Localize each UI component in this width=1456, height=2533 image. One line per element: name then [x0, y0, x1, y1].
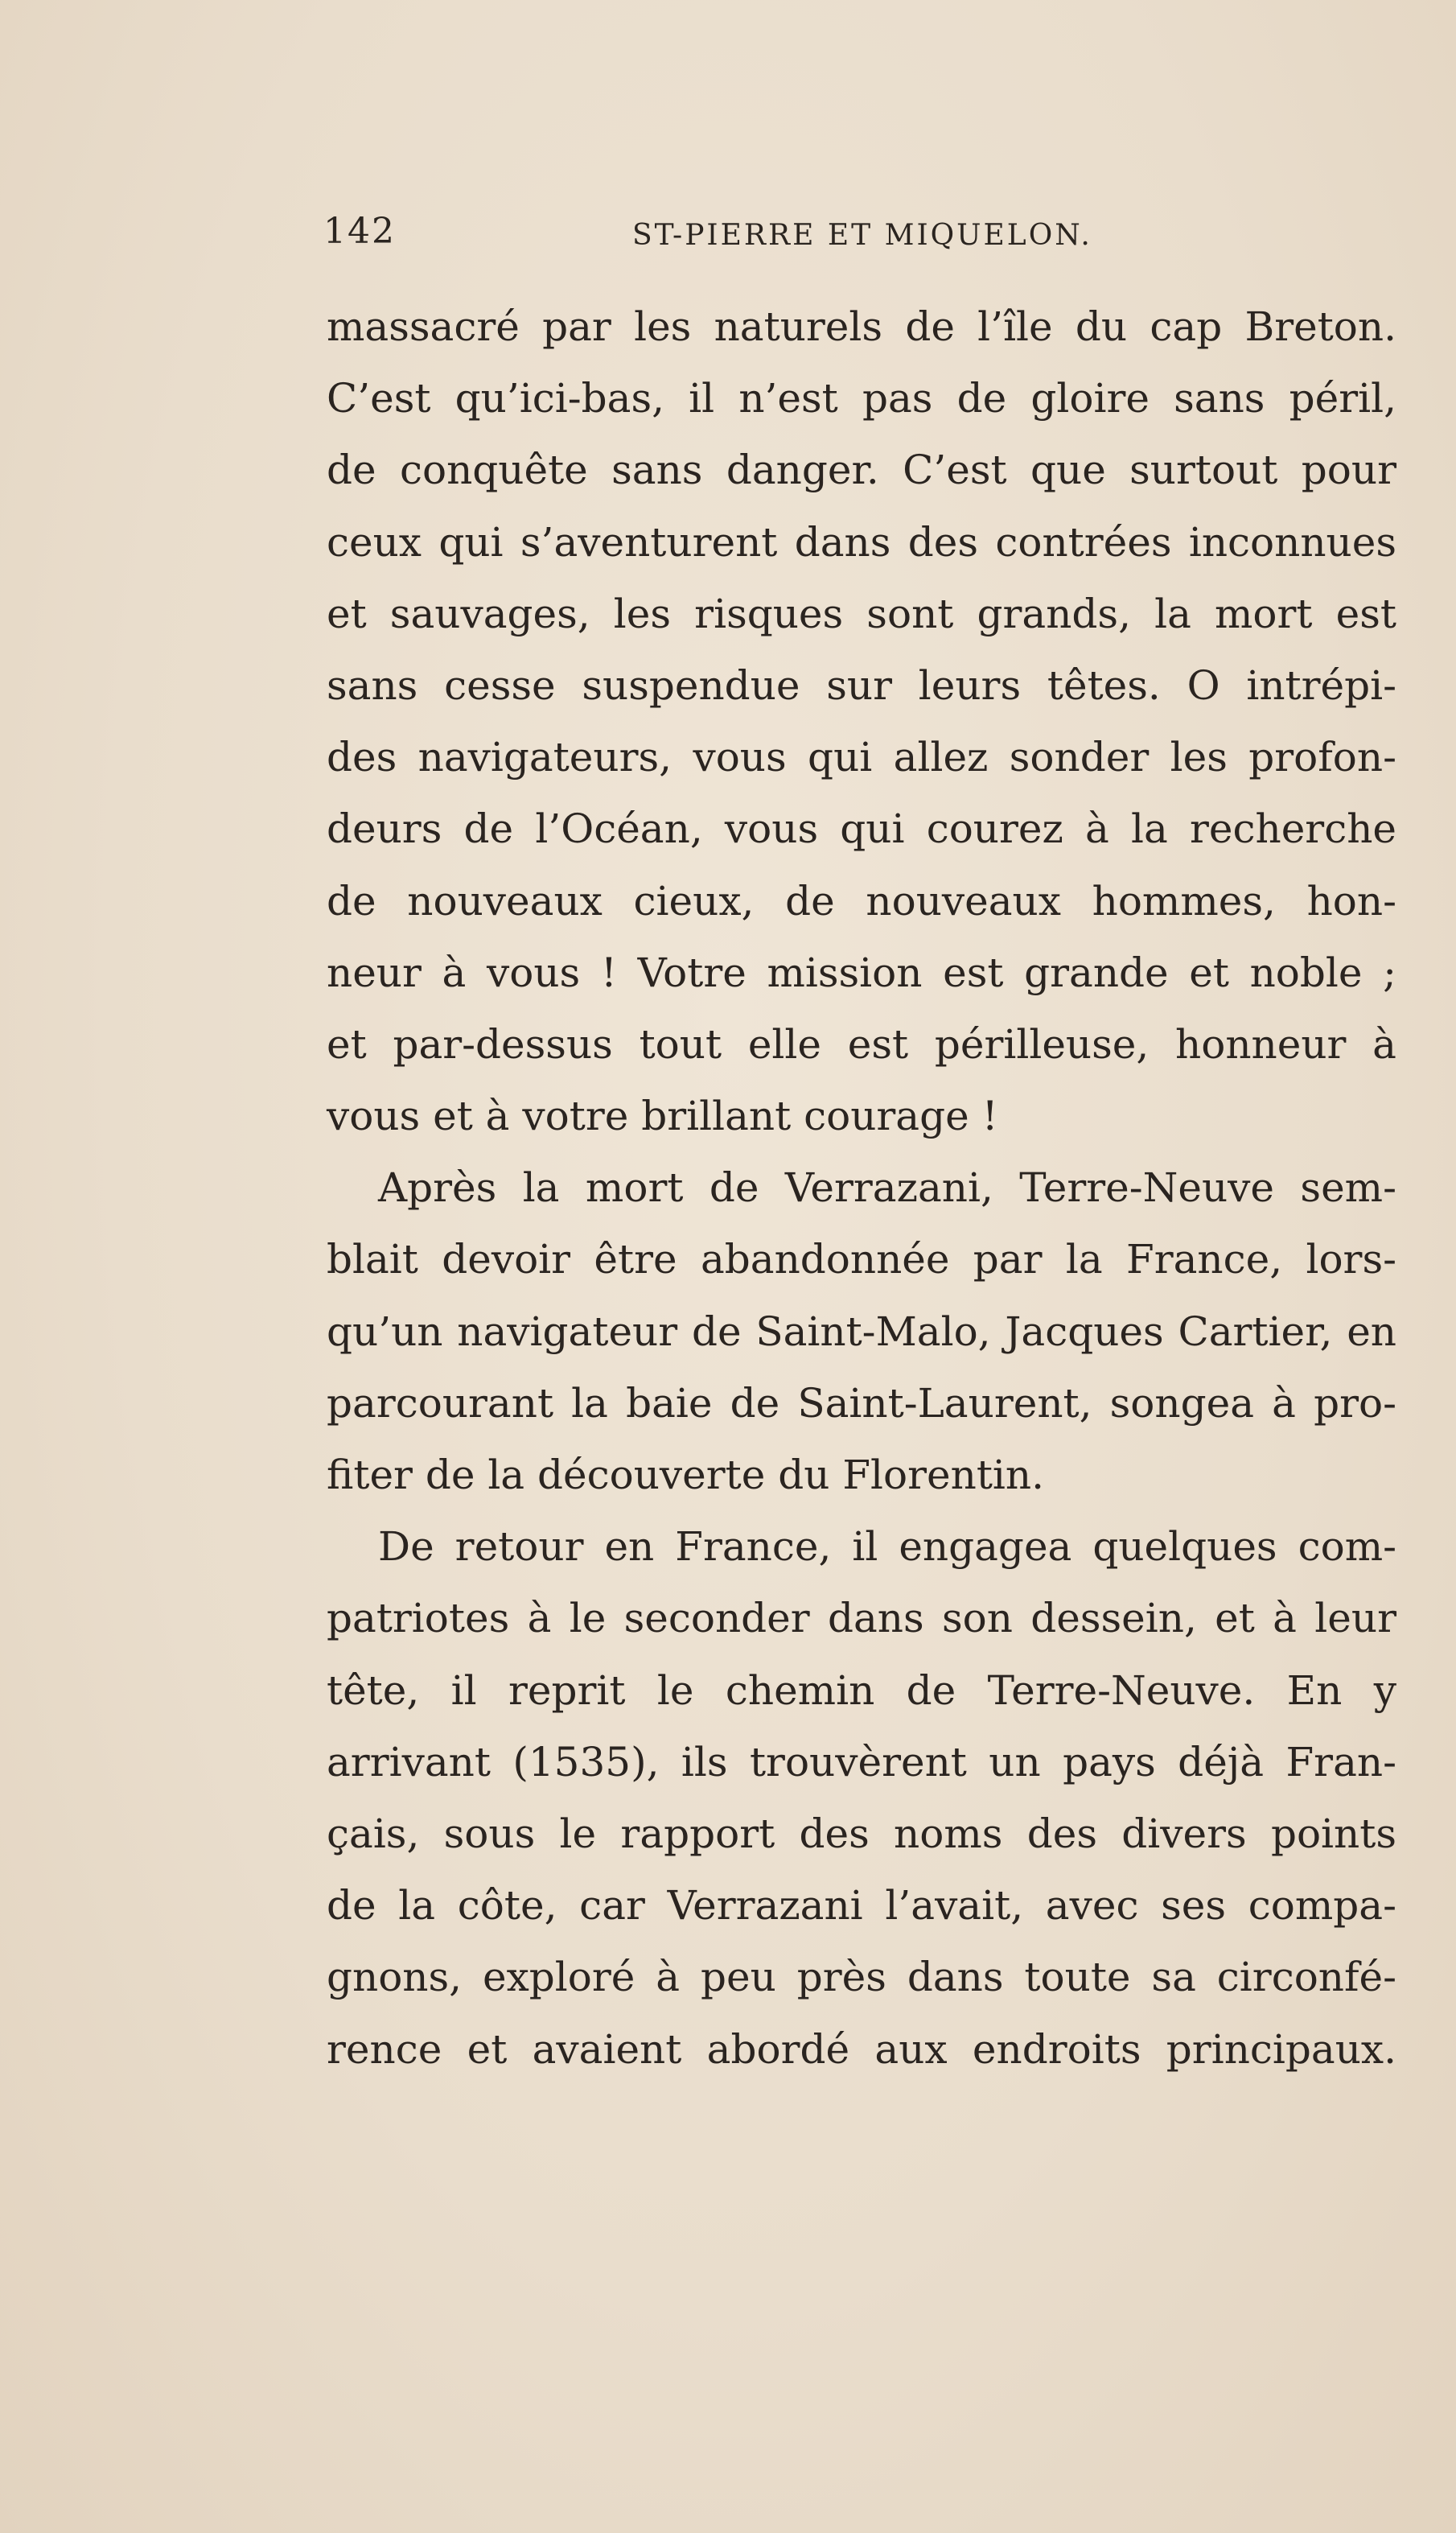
text-line: neur à vous ! Votre mission est grande et noble ;	[327, 949, 1396, 996]
text-line: rence et avaient abordé aux endroits principaux.	[327, 2025, 1396, 2073]
text-line: et par-dessus tout elle est périlleuse, honneur à	[327, 1020, 1396, 1068]
text-line: çais, sous le rapport des noms des divers points	[327, 1810, 1396, 1857]
text-line: et sauvages, les risques sont grands, la mort est	[327, 590, 1396, 637]
text-line: sans cesse suspendue sur leurs têtes. O intrépi-	[327, 661, 1396, 709]
text-line: massacré par les naturels de l’île du cap Breton.	[327, 303, 1396, 350]
text-line: blait devoir être abandonnée par la France, lors-	[327, 1236, 1396, 1283]
text-line: de conquête sans danger. C’est que surtout pour	[327, 447, 1396, 494]
text-line: arrivant (1535), ils trouvèrent un pays déjà Fran-	[327, 1738, 1396, 1785]
paragraph-end-line: fiter de la découverte du Florentin.	[327, 1452, 1044, 1498]
text-line: de nouveaux cieux, de nouveaux hommes, hon-	[327, 877, 1396, 925]
text-line: tête, il reprit le chemin de Terre-Neuve. En y	[327, 1666, 1396, 1714]
text-line: gnons, exploré à peu près dans toute sa circonfé-	[327, 1954, 1396, 2001]
text-line: ceux qui s’aventurent dans des contrées inconnues	[327, 518, 1396, 566]
paragraph-end-line: vous et à votre brillant courage !	[327, 1093, 998, 1140]
page-number: 142	[323, 211, 396, 252]
running-title: ST-PIERRE ET MIQUELON.	[632, 219, 1092, 252]
text-line: des navigateurs, vous qui allez sonder les profon-	[327, 734, 1396, 781]
page-header	[323, 211, 1401, 267]
body-text	[327, 291, 1396, 2086]
text-line: patriotes à le seconder dans son dessein, et à leur	[327, 1595, 1396, 1642]
paragraph-start-line: Après la mort de Verrazani, Terre-Neuve sem-	[378, 1164, 1396, 1212]
text-line: de la côte, car Verrazani l’avait, avec ses compa-	[327, 1882, 1396, 1930]
text-line: qu’un navigateur de Saint-Malo, Jacques Cartier, en	[327, 1308, 1396, 1355]
text-line: C’est qu’ici-bas, il n’est pas de gloire sans péril,	[327, 375, 1396, 422]
text-line: deurs de l’Océan, vous qui courez à la recherche	[327, 805, 1396, 853]
text-line: parcourant la baie de Saint-Laurent, songea à pro-	[327, 1379, 1396, 1427]
paragraph-start-line: De retour en France, il engagea quelques com-	[378, 1523, 1396, 1571]
